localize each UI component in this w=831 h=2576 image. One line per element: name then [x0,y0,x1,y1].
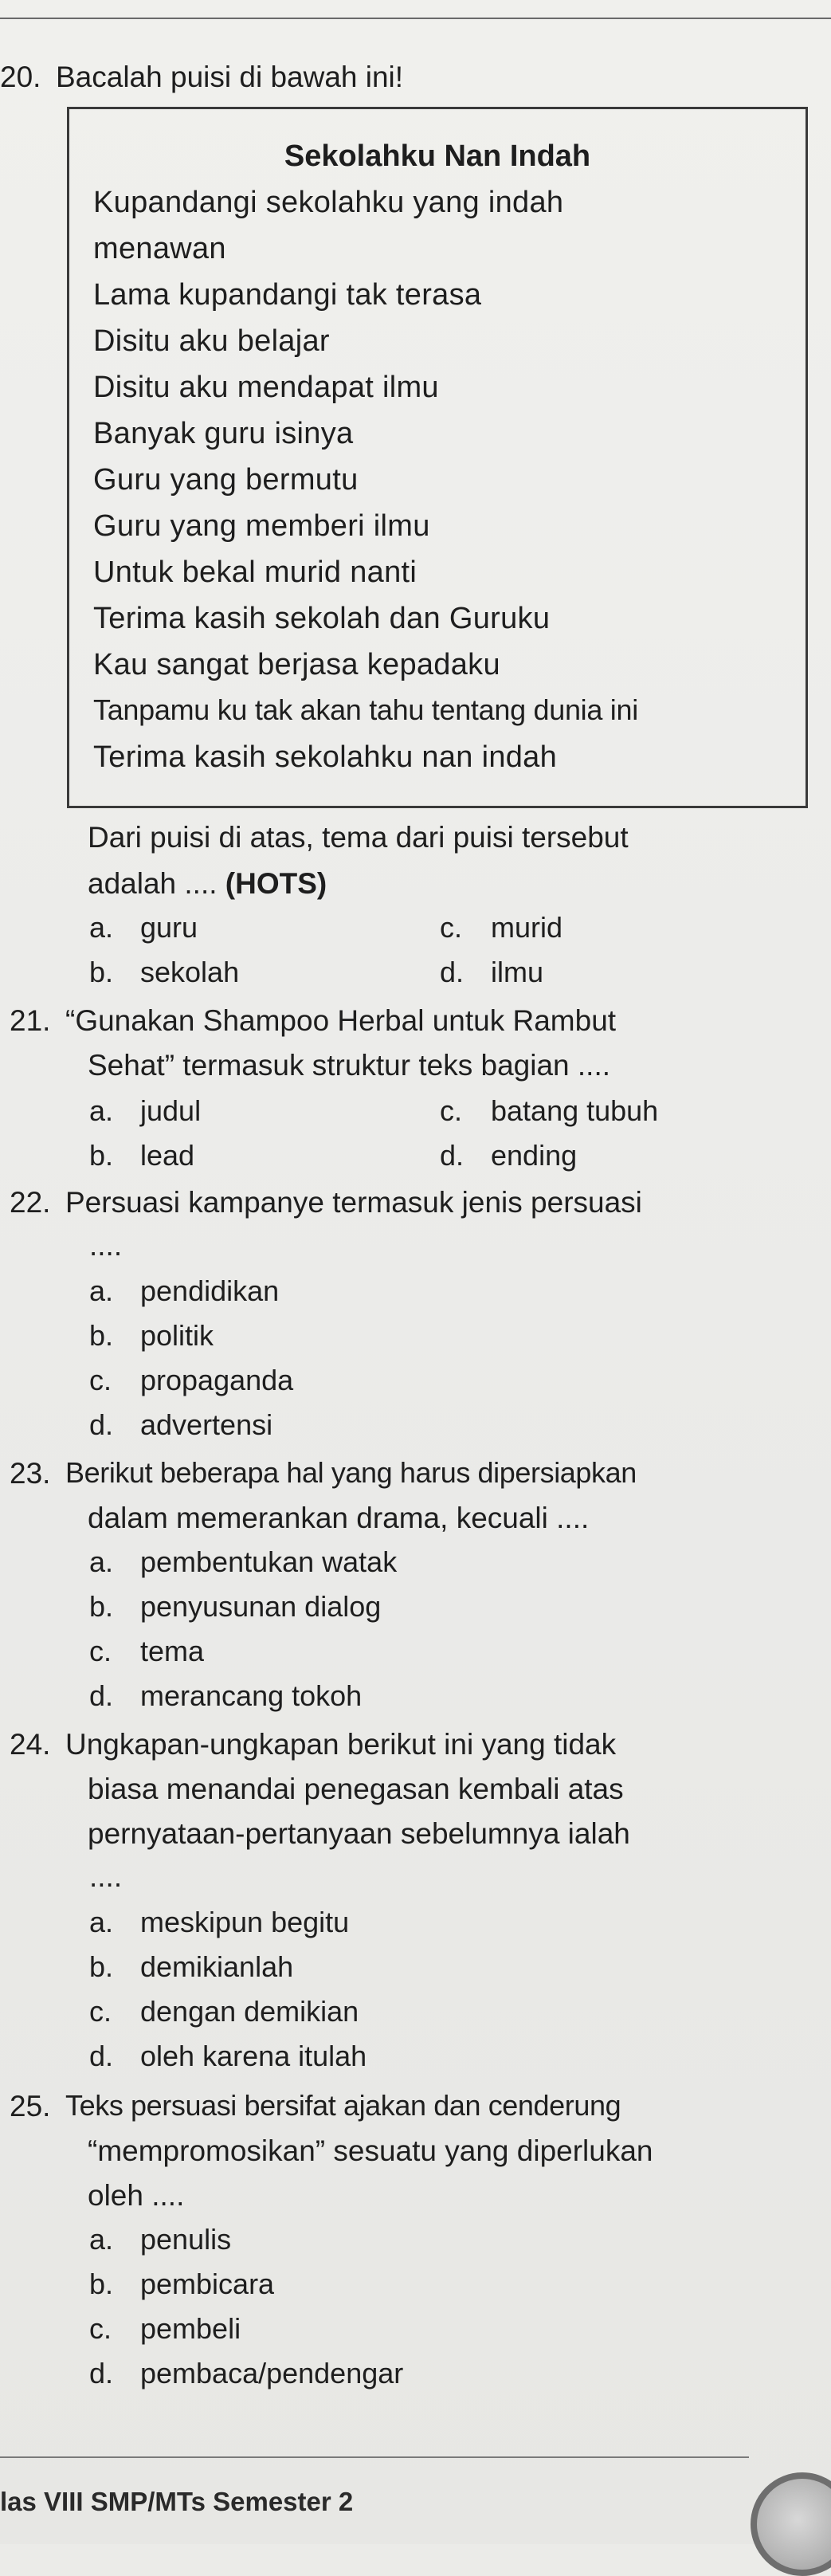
question-text: pernyataan-pertanyaan sebelumnya ialah [88,1817,630,1850]
poem-line: Untuk bekal murid nanti [93,556,417,589]
question-text: Persuasi kampanye termasuk jenis persuasi [65,1186,642,1219]
option-label: a. [89,1274,114,1307]
option-d[interactable] [89,1679,363,1712]
option-text: politik [140,1319,214,1352]
poem-line: Lama kupandangi tak terasa [93,278,482,312]
question-text: .... [89,1860,123,1893]
option-text: penulis [140,2223,232,2256]
top-divider [0,18,831,19]
option-c[interactable] [89,1366,293,1395]
option-label: c. [89,1364,112,1396]
option-text: murid [491,911,563,944]
option-text: pembentukan watak [140,1545,398,1578]
option-a[interactable] [89,1545,398,1578]
option-label: c. [440,1094,463,1127]
footer-divider [0,2456,749,2458]
option-text: pembaca/pendengar [140,2357,404,2389]
poem-line: menawan [93,232,226,265]
option-label: b. [89,2268,114,2300]
question-number: 23. [10,1457,51,1490]
option-a[interactable] [89,1274,280,1307]
question-prompt: Bacalah puisi di bawah ini! [56,61,404,93]
question-text: biasa menandai penegasan kembali atas [88,1773,624,1805]
poem-title: Sekolahku Nan Indah [284,139,591,173]
option-text: tema [140,1635,205,1667]
question-text: Ungkapan-ungkapan berikut ini yang tidak [65,1728,617,1761]
hots-badge: (HOTS) [225,867,327,900]
option-label: d. [89,1679,114,1712]
question-number: 22. [10,1186,51,1219]
option-d[interactable] [440,1141,577,1170]
option-label: d. [89,2357,114,2389]
option-label: a. [89,1906,114,1938]
page-corner-decoration [751,2472,831,2576]
option-a[interactable] [89,913,198,942]
option-text: lead [140,1139,195,1172]
option-b[interactable] [89,1592,381,1621]
question-text: dalam memerankan drama, kecuali .... [88,1502,590,1534]
option-c[interactable] [89,1997,359,2026]
option-d[interactable] [89,2359,403,2388]
option-label: a. [89,1094,114,1127]
question-text-tail: adalah .... [88,867,225,900]
option-d[interactable] [440,958,543,987]
option-b[interactable] [89,2270,274,2299]
option-label: d. [89,1408,114,1441]
question-text: Dari puisi di atas, tema dari puisi tersebut [88,821,629,854]
question-number: 24. [10,1728,51,1761]
option-d[interactable] [89,1408,273,1441]
question-text: .... [89,1229,123,1262]
option-text: merancang tokoh [140,1679,363,1712]
option-text: propaganda [140,1364,294,1396]
option-d[interactable] [89,2042,367,2071]
question-text: “Gunakan Shampoo Herbal untuk Rambut [65,1004,617,1037]
option-label: b. [89,1590,114,1623]
option-c[interactable] [440,1094,659,1127]
poem-line: Tanpamu ku tak akan tahu tentang dunia ini [93,693,638,726]
option-label: b. [89,956,114,988]
option-label: c. [89,1995,112,2028]
option-b[interactable] [89,1950,294,1983]
option-b[interactable] [89,1321,214,1350]
poem-line: Terima kasih sekolah dan Guruku [93,602,551,635]
option-label: b. [89,1950,114,1983]
option-label: b. [89,1139,114,1172]
option-c[interactable] [440,913,562,942]
poem-line: Disitu aku belajar [93,324,330,358]
option-label: c. [89,2312,112,2345]
option-text: pembeli [140,2312,241,2345]
option-text: oleh karena itulah [140,2040,367,2072]
question-text: Sehat” termasuk struktur teks bagian .... [88,1049,611,1082]
option-b[interactable] [89,1141,194,1170]
option-text: sekolah [140,956,240,988]
option-text: ilmu [491,956,544,988]
question-text: Berikut beberapa hal yang harus dipersiapkan [65,1456,637,1489]
option-text: ending [491,1139,578,1172]
question-text [88,869,327,898]
option-text: guru [140,911,198,944]
option-a[interactable] [89,1094,202,1127]
poem-line: Guru yang bermutu [93,463,359,497]
option-label: b. [89,1319,114,1352]
footer-label: las VIII SMP/MTs Semester 2 [0,2487,354,2516]
option-b[interactable] [89,958,239,987]
option-text: advertensi [140,1408,273,1441]
option-text: judul [140,1094,202,1127]
question-number: 25. [10,2090,51,2122]
option-label: c. [440,911,463,944]
option-text: meskipun begitu [140,1906,350,1938]
poem-line: Kau sangat berjasa kepadaku [93,648,500,681]
option-label: d. [440,956,464,988]
option-label: d. [89,2040,114,2072]
option-label: d. [440,1139,464,1172]
poem-line: Banyak guru isinya [93,417,354,450]
option-a[interactable] [89,2225,231,2254]
option-text: pembicara [140,2268,275,2300]
option-text: batang tubuh [491,1094,659,1127]
option-label: a. [89,911,114,944]
option-text: pendidikan [140,1274,280,1307]
poem-line: Kupandangi sekolahku yang indah [93,186,564,219]
question-text: “mempromosikan” sesuatu yang diperlukan [88,2134,653,2167]
option-c[interactable] [89,1637,204,1666]
option-label: c. [89,1635,112,1667]
option-c[interactable] [89,2312,241,2345]
question-text: oleh .... [88,2179,185,2212]
option-text: penyusunan dialog [140,1590,382,1623]
option-a[interactable] [89,1908,349,1937]
poem-line: Guru yang memberi ilmu [93,509,430,543]
question-text: Teks persuasi bersifat ajakan dan cenderung [65,2089,621,2122]
option-label: a. [89,1545,114,1578]
poem-box [67,107,808,808]
option-label: a. [89,2223,114,2256]
option-text: dengan demikian [140,1995,359,2028]
option-text: demikianlah [140,1950,294,1983]
poem-line: Disitu aku mendapat ilmu [93,371,439,404]
question-number: 20. [0,61,41,93]
poem-line: Terima kasih sekolahku nan indah [93,740,558,774]
question-number: 21. [10,1004,51,1037]
